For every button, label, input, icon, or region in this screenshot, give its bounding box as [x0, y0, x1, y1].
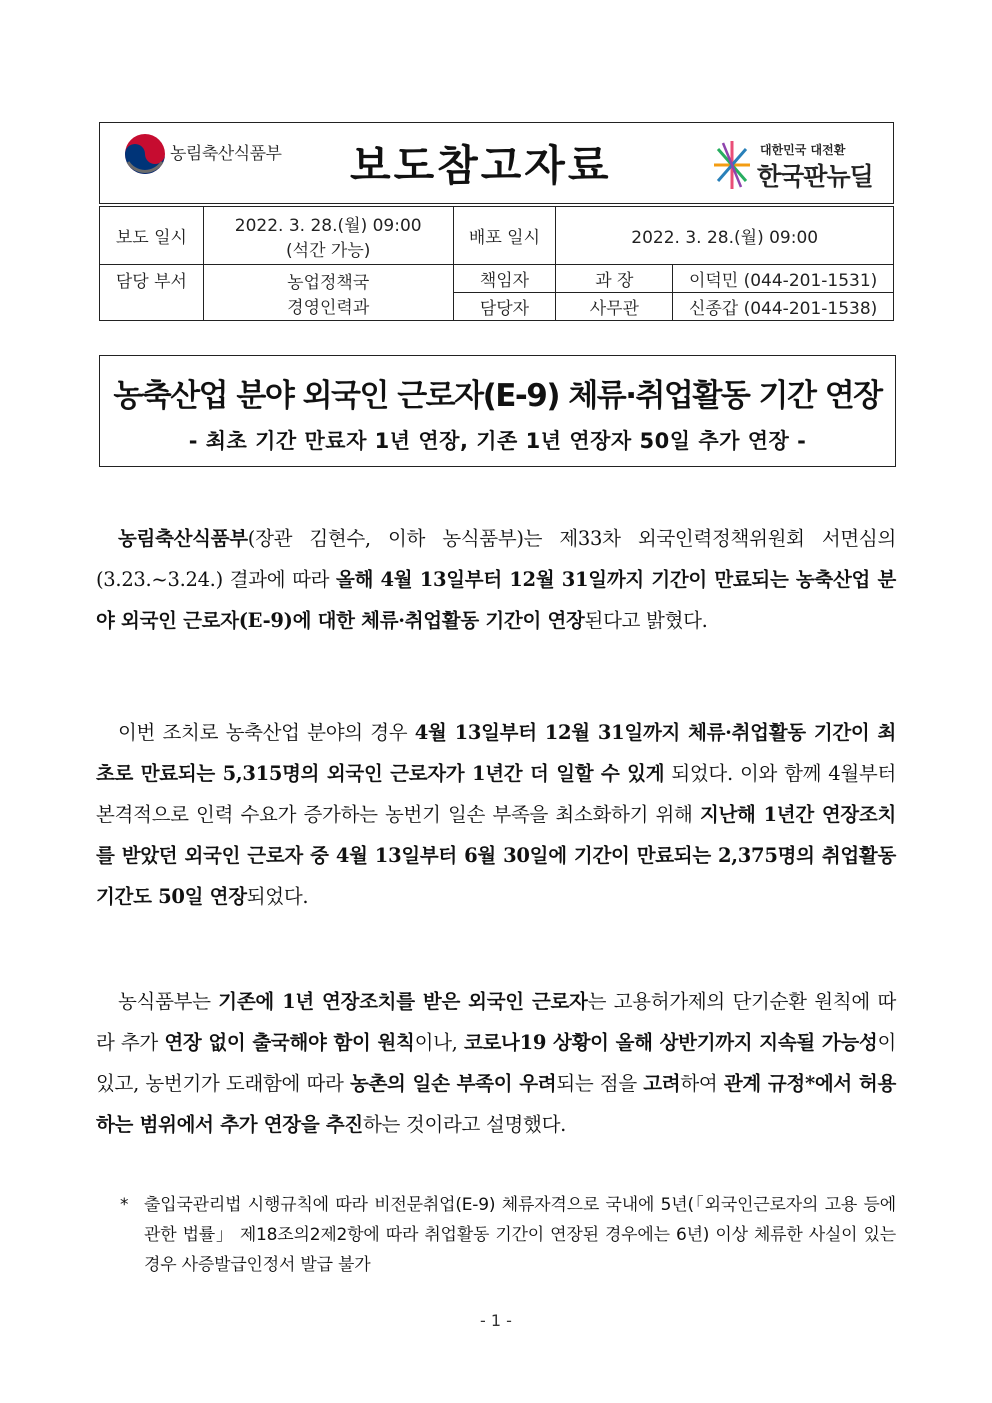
text-run: 된다고 밝혔다. [584, 609, 708, 632]
body-paragraph-2 [96, 712, 896, 917]
table-row [100, 265, 894, 293]
staff-label: 담당자 [453, 293, 556, 321]
text-run: 되었다. [246, 885, 309, 908]
text-run: 하여 [680, 1072, 724, 1095]
text-run: 올해 4월 13일부터 12월 31일까지 기간이 만료되는 농축산업 분야 외국인 근로자(E-9)에 대한 체류·취업활동 기간이 연장 [96, 568, 896, 632]
ministry-name: 농림축산식품부 [170, 144, 282, 164]
text-run: 연장 없이 출국해야 함이 원칙 [164, 1031, 415, 1054]
press-header [99, 122, 894, 204]
headline-title: 농축산업 분야 외국인 근로자(E-9) 체류·취업활동 기간 연장 [113, 378, 882, 414]
chief-title: 과 장 [556, 265, 673, 293]
table-row [100, 207, 894, 265]
text-run: 는 고용허가제의 단기순환 원칙에 따라 추가 [96, 990, 896, 1054]
text-run: 코로나19 상황이 올해 상반기까지 지속될 가능성 [463, 1031, 878, 1054]
text-run: 이번 조치로 농축산업 분야의 경우 [118, 721, 415, 744]
text-run: 기존에 1년 연장조치를 받은 외국인 근로자 [218, 990, 588, 1013]
release-value [203, 207, 453, 265]
release-label: 보도 일시 [100, 207, 204, 265]
text-run: 농촌의 일손 부족이 우려 [349, 1072, 557, 1095]
text-run: 되는 점을 [556, 1072, 644, 1095]
headline-subtitle: - 최초 기간 만료자 1년 연장, 기존 1년 연장자 50일 추가 연장 - [188, 429, 807, 453]
staff-name-phone: 신종갑 (044-201-1538) [673, 293, 894, 321]
text-run: (장관 김현수, 이하 농식품부)는 제33차 외국인력정책위원회 서면심의(3.23.~3.24.) 결과에 따라 [96, 527, 896, 591]
text-run: 농식품부는 [118, 990, 219, 1013]
text-run: 이 있고, 농번기가 도래함에 따라 [96, 1031, 897, 1095]
release-value-line1: 2022. 3. 28.(월) 09:00 [234, 215, 422, 236]
chief-label: 책임자 [453, 265, 556, 293]
text-run: 농림축산식품부 [118, 527, 248, 550]
text-run: 4월 13일부터 12월 31일까지 체류·취업활동 기간이 최초로 만료되는 5,315명의 외국인 근로자가 1년간 더 일할 수 있게 [96, 721, 896, 785]
text-run: 고려 [643, 1072, 681, 1095]
document-type-title: 보도참고자료 [350, 141, 612, 190]
body-paragraph-3 [96, 981, 896, 1145]
text-run: 지난해 1년간 연장조치를 받았던 외국인 근로자 중 4월 13일부터 6월 30일에 기간이 만료되는 2,375명의 취업활동 기간도 50일 연장 [96, 803, 896, 908]
footnote [120, 1190, 896, 1280]
dept-value [203, 265, 453, 321]
release-info-table [99, 206, 894, 321]
text-run: 관계 규정*에서 허용하는 범위에서 추가 연장을 추진 [96, 1072, 897, 1136]
text-run: 되었다. 이와 함께 4월부터 본격적으로 인력 수요가 증가하는 농번기 일손 부족을 최소화하기 위해 [96, 762, 896, 826]
body-paragraph-1 [96, 518, 896, 641]
newdeal-subtitle: 대한민국 대전환 [760, 143, 846, 157]
newdeal-title: 한국판뉴딜 [757, 162, 873, 191]
text-run: 이나, [414, 1031, 464, 1054]
distribution-value: 2022. 3. 28.(월) 09:00 [556, 207, 894, 265]
release-value-line2: (석간 가능) [286, 240, 371, 261]
newdeal-logo-icon [712, 139, 752, 191]
text-run: 하는 것이라고 설명했다. [362, 1113, 567, 1136]
taegeuk-emblem-icon [122, 131, 168, 177]
headline-box [99, 355, 896, 467]
dept-label: 담당 부서 [100, 265, 204, 321]
footnote-mark: * [120, 1195, 129, 1215]
chief-name-phone: 이덕민 (044-201-1531) [673, 265, 894, 293]
page-number: - 1 - [480, 1311, 512, 1330]
staff-title: 사무관 [556, 293, 673, 321]
dept-line2: 경영인력과 [287, 297, 370, 318]
footnote-text: 출입국관리법 시행규칙에 따라 비전문취업(E-9) 체류자격으로 국내에 5년(「외국인근로자의 고용 등에 관한 법률」 제18조의2제2항에 따라 취업활동 기간이 연장된 경우에는 6년) 이상 체류한 사실이 있는 경우 사증발급인정서 발급 불가 [144, 1195, 896, 1275]
distribution-label: 배포 일시 [453, 207, 556, 265]
dept-line1: 농업정책국 [287, 272, 370, 293]
